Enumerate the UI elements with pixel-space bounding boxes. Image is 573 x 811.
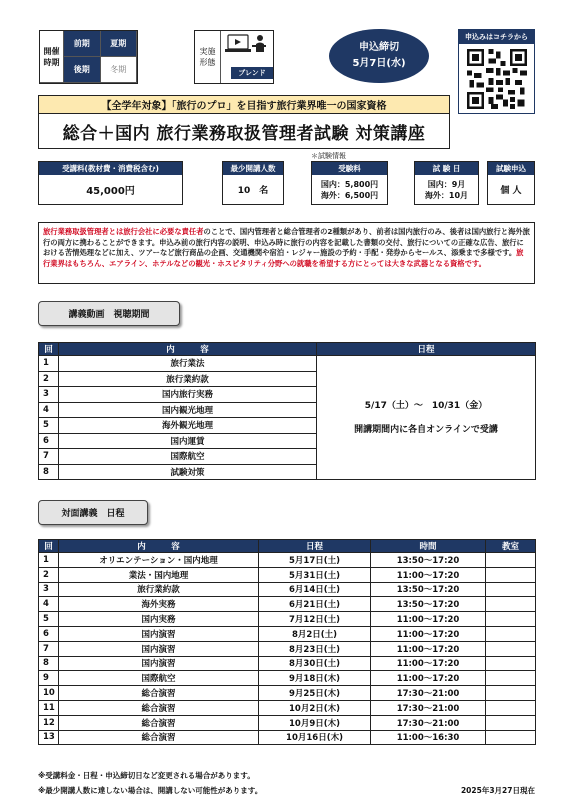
inperson-time-cell: 11:00～16:30	[371, 730, 486, 745]
blended-learning-icon	[221, 31, 273, 83]
course-title: 総合＋国内 旅行業務取扱管理者試験 対策講座	[62, 123, 426, 144]
inperson-time-cell: 13:50～17:20	[371, 553, 486, 568]
deadline-badge	[329, 29, 429, 83]
qr-code-icon[interactable]	[467, 49, 527, 109]
inperson-room-cell	[486, 656, 536, 671]
current-date: 2025年3月27日現在	[460, 786, 535, 795]
table-row: 5 海外観光地理	[39, 418, 536, 434]
implementation-type: ブレンド	[231, 67, 273, 79]
inperson-time-cell: 11:00～17:20	[371, 641, 486, 656]
inperson-time-cell: 17:30～21:00	[371, 715, 486, 730]
table-row	[39, 686, 536, 701]
description-text: 旅行業務取扱管理者とは旅行会社に必要な責任者のことで、国内管理者と総合管理者の2種類があり、前者は国内旅行のみ、後者は国内旅行と海外旅行の両方に携わることができます。申込み前の旅行内容の説明、申込み時に旅行の内容を記載した書類の交付、旅行についての正確な広告、旅行における苦情処理などに加え、ツアーなど旅行商品の企画、交通機関や宿泊・レジャー施設の予約・手配・発券からセールス、添乗まで多様です。旅行業界はもちろん、エアライン、ホテルなどの観光・ホスピタリティ分野への就職を希望する方にとっては大きな武器となる資格です。	[38, 222, 535, 284]
table-row: 2 旅行業約款	[39, 371, 536, 387]
inperson-room-cell	[486, 567, 536, 582]
min-participants-box	[222, 161, 284, 205]
inperson-room-cell	[486, 715, 536, 730]
fee-label: 受講料(教材費・消費税含む)	[39, 162, 182, 175]
inperson-no-cell: 11	[39, 700, 59, 715]
inperson-content-cell: 国内演習	[59, 641, 259, 656]
inperson-no-cell: 9	[39, 671, 59, 686]
inperson-room-cell	[486, 612, 536, 627]
video-header-content: 内 容	[59, 343, 317, 356]
inperson-time-cell: 11:00～17:20	[371, 612, 486, 627]
inperson-date-cell: 6月21日(土)	[259, 597, 371, 612]
inperson-no-cell: 5	[39, 612, 59, 627]
inperson-date-cell: 10月9日(木)	[259, 715, 371, 730]
inperson-content-cell: 総合演習	[59, 686, 259, 701]
table-row	[39, 626, 536, 641]
inperson-date-cell: 5月17日(土)	[259, 553, 371, 568]
table-row	[39, 715, 536, 730]
exam-date-box	[414, 161, 479, 205]
apply-label: 申込みはコチラから	[459, 30, 534, 44]
inperson-date-cell: 5月31日(土)	[259, 567, 371, 582]
table-row: 8 試験対策	[39, 464, 536, 480]
video-period-note: 開講期間内に各自オンラインで受講	[354, 424, 498, 435]
inperson-header-content: 内 容	[59, 540, 259, 553]
inperson-time-cell: 13:50～17:20	[371, 582, 486, 597]
exam-apply-box	[487, 161, 535, 205]
inperson-date-cell: 10月2日(木)	[259, 700, 371, 715]
inperson-no-cell: 2	[39, 567, 59, 582]
exam-apply-label: 試験申込	[488, 162, 534, 175]
video-period-cell	[317, 356, 536, 480]
table-row	[39, 671, 536, 686]
term-first-half: 前期	[64, 31, 101, 57]
min-participants-value: 10 名	[237, 186, 269, 196]
exam-fee-label: 受験料	[312, 162, 387, 175]
implementation-box	[194, 30, 274, 84]
inperson-content-cell: 総合演習	[59, 700, 259, 715]
exam-date-domestic: 国内：9月	[427, 179, 466, 189]
inperson-content-cell: 海外実務	[59, 597, 259, 612]
inperson-header-room: 教室	[486, 540, 536, 553]
table-row	[39, 553, 536, 568]
inperson-time-cell: 11:00～17:20	[371, 626, 486, 641]
inperson-date-cell: 8月2日(土)	[259, 626, 371, 641]
video-table	[38, 342, 536, 480]
inperson-no-cell: 13	[39, 730, 59, 745]
footnote-1: ※受講料金・日程・申込締切日など変更される場合があります。	[38, 771, 255, 780]
inperson-no-cell: 7	[39, 641, 59, 656]
inperson-no-cell: 10	[39, 686, 59, 701]
fee-value: 45,000円	[86, 186, 135, 197]
inperson-date-cell: 9月18日(木)	[259, 671, 371, 686]
inperson-room-cell	[486, 641, 536, 656]
exam-fee-overseas: 海外：6,500円	[320, 190, 379, 200]
term-table	[39, 30, 138, 84]
exam-apply-value: 個 人	[500, 186, 522, 196]
table-row	[39, 641, 536, 656]
inperson-content-cell: 国内演習	[59, 626, 259, 641]
inperson-date-cell: 9月25日(木)	[259, 686, 371, 701]
course-subtitle: 【全学年対象】「旅行のプロ」を目指す旅行業界唯一の国家資格	[39, 96, 449, 114]
inperson-date-cell: 8月30日(土)	[259, 656, 371, 671]
inperson-room-cell	[486, 671, 536, 686]
inperson-no-cell: 6	[39, 626, 59, 641]
table-row	[39, 656, 536, 671]
table-row	[39, 597, 536, 612]
inperson-time-cell: 13:50～17:20	[371, 597, 486, 612]
exam-info-note: ＊試験情報	[311, 152, 346, 160]
table-row: 3 国内旅行実務	[39, 387, 536, 403]
inperson-no-cell: 4	[39, 597, 59, 612]
exam-date-label: 試 験 日	[415, 162, 478, 175]
inperson-time-cell: 17:30～21:00	[371, 700, 486, 715]
inperson-date-cell: 10月16日(木)	[259, 730, 371, 745]
min-participants-label: 最少開講人数	[223, 162, 283, 175]
inperson-room-cell	[486, 626, 536, 641]
footnote-2: ※最少開講人数に達しない場合は、開講しない可能性があります。	[38, 786, 263, 795]
inperson-content-cell: オリエンテーション・国内地理	[59, 553, 259, 568]
course-title-box	[38, 95, 450, 149]
table-row	[39, 730, 536, 745]
table-row: 7 国際航空	[39, 449, 536, 465]
term-winter: 冬期	[101, 57, 138, 83]
inperson-content-cell: 旅行業約款	[59, 582, 259, 597]
inperson-room-cell	[486, 730, 536, 745]
inperson-date-cell: 6月14日(土)	[259, 582, 371, 597]
inperson-no-cell: 12	[39, 715, 59, 730]
video-period: 5/17（土）～ 10/31（金）	[364, 400, 488, 411]
inperson-content-cell: 総合演習	[59, 730, 259, 745]
inperson-header-no: 回	[39, 540, 59, 553]
table-row	[39, 700, 536, 715]
inperson-time-cell: 11:00～17:20	[371, 656, 486, 671]
inperson-header-time: 時間	[371, 540, 486, 553]
table-row	[39, 612, 536, 627]
inperson-section-label: 対面講義 日程	[38, 500, 148, 525]
table-row: 4 国内観光地理	[39, 402, 536, 418]
video-section-label: 講義動画 視聴期間	[38, 301, 180, 326]
inperson-no-cell: 8	[39, 656, 59, 671]
deadline-label: 申込締切	[359, 42, 399, 53]
table-row	[39, 567, 536, 582]
exam-fee-box	[311, 161, 388, 205]
inperson-date-cell: 7月12日(土)	[259, 612, 371, 627]
inperson-content-cell: 業法・国内地理	[59, 567, 259, 582]
exam-fee-domestic: 国内：5,800円	[320, 179, 379, 189]
table-row: 6 国内運賃	[39, 433, 536, 449]
inperson-room-cell	[486, 700, 536, 715]
inperson-content-cell: 国内演習	[59, 656, 259, 671]
inperson-header-date: 日程	[259, 540, 371, 553]
video-header-schedule: 日程	[317, 343, 536, 356]
video-header-no: 回	[39, 343, 59, 356]
term-summer: 夏期	[101, 31, 138, 57]
inperson-no-cell: 3	[39, 582, 59, 597]
inperson-room-cell	[486, 597, 536, 612]
inperson-rows	[39, 553, 536, 745]
inperson-content-cell: 国内実務	[59, 612, 259, 627]
fee-box	[38, 161, 183, 205]
deadline-date: 5月7日(水)	[352, 58, 406, 69]
inperson-time-cell: 11:00～17:20	[371, 671, 486, 686]
apply-qr-box[interactable]	[458, 29, 535, 114]
inperson-room-cell	[486, 553, 536, 568]
exam-date-overseas: 海外：10月	[424, 190, 469, 200]
table-row	[39, 582, 536, 597]
inperson-date-cell: 8月23日(土)	[259, 641, 371, 656]
implementation-label: 実施 形態	[195, 31, 221, 83]
term-label: 開催 時期	[40, 31, 64, 83]
inperson-time-cell: 17:30～21:00	[371, 686, 486, 701]
inperson-content-cell: 国際航空	[59, 671, 259, 686]
inperson-room-cell	[486, 582, 536, 597]
inperson-no-cell: 1	[39, 553, 59, 568]
inperson-content-cell: 総合演習	[59, 715, 259, 730]
term-second-half: 後期	[64, 57, 101, 83]
inperson-room-cell	[486, 686, 536, 701]
inperson-time-cell: 11:00～17:20	[371, 567, 486, 582]
inperson-table	[38, 539, 536, 745]
table-row: 1 旅行業法 5/17（土）～ 10/31（金） 開講期間内に各自オンラインで受講	[39, 356, 536, 372]
